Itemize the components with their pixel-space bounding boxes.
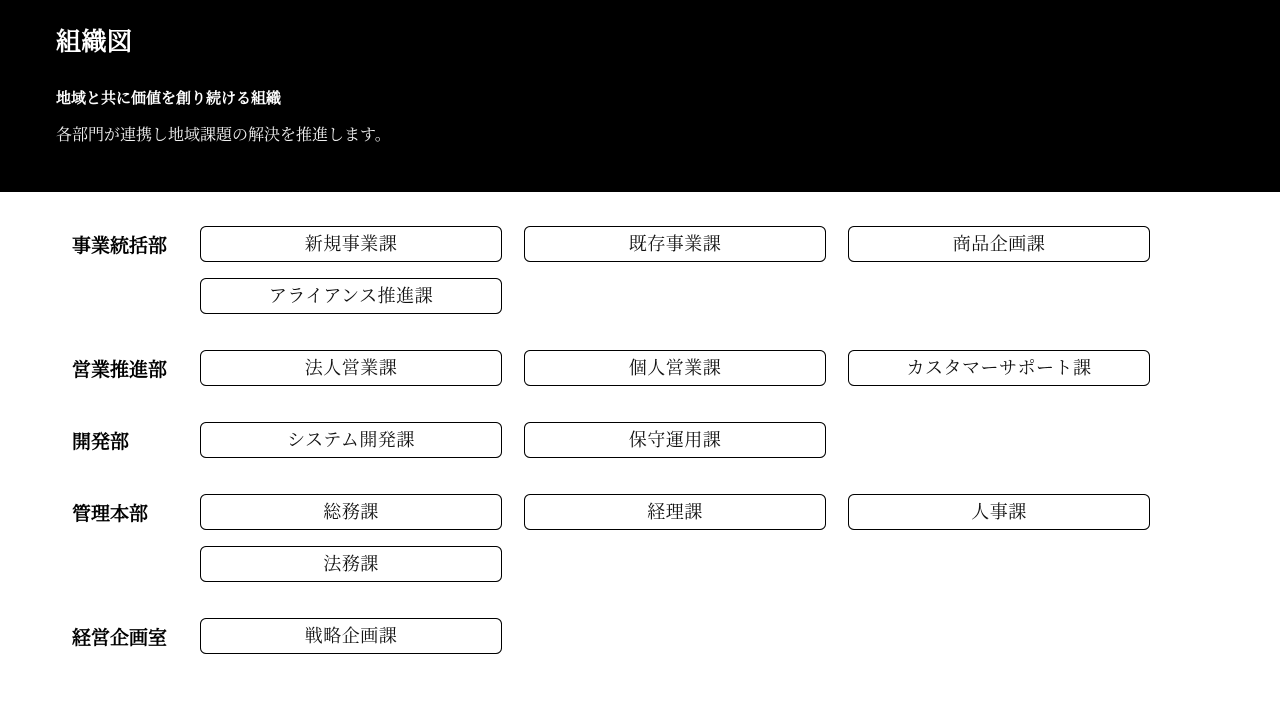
department-row (0, 226, 1280, 330)
unit-box[interactable]: 総務課 (200, 494, 502, 530)
department-label-0: 事業統括部 (72, 236, 168, 257)
unit-box[interactable]: 戦略企画課 (200, 618, 502, 654)
org-chart (0, 192, 1280, 670)
header-description: 各部門が連携し地域課題の解決を推進します。 (56, 127, 391, 144)
unit-box[interactable]: 商品企画課 (848, 226, 1150, 262)
department-units-4 (200, 618, 524, 670)
unit-box[interactable]: 保守運用課 (524, 422, 826, 458)
department-row (0, 618, 1280, 670)
department-label-1: 営業推進部 (72, 360, 168, 381)
unit-box[interactable]: 人事課 (848, 494, 1150, 530)
department-label-3: 管理本部 (72, 504, 149, 525)
department-row (0, 350, 1280, 402)
unit-box[interactable]: アライアンス推進課 (200, 278, 502, 314)
unit-box[interactable]: 法務課 (200, 546, 502, 582)
department-label-4: 経営企画室 (72, 628, 168, 649)
unit-box[interactable]: 既存事業課 (524, 226, 826, 262)
unit-box[interactable]: 新規事業課 (200, 226, 502, 262)
department-row (0, 422, 1280, 474)
page-title: 組織図 (56, 28, 133, 56)
department-units-3 (200, 494, 1280, 598)
unit-box[interactable]: システム開発課 (200, 422, 502, 458)
unit-box[interactable]: 経理課 (524, 494, 826, 530)
department-units-0 (200, 226, 1280, 330)
department-units-2 (200, 422, 848, 474)
department-row (0, 494, 1280, 598)
page-header (0, 0, 1280, 192)
header-subtitle: 地域と共に価値を創り続ける組織 (56, 89, 282, 107)
unit-box[interactable]: カスタマーサポート課 (848, 350, 1150, 386)
department-label-2: 開発部 (72, 432, 130, 453)
unit-box[interactable]: 個人営業課 (524, 350, 826, 386)
unit-box[interactable]: 法人営業課 (200, 350, 502, 386)
department-units-1 (200, 350, 1172, 402)
